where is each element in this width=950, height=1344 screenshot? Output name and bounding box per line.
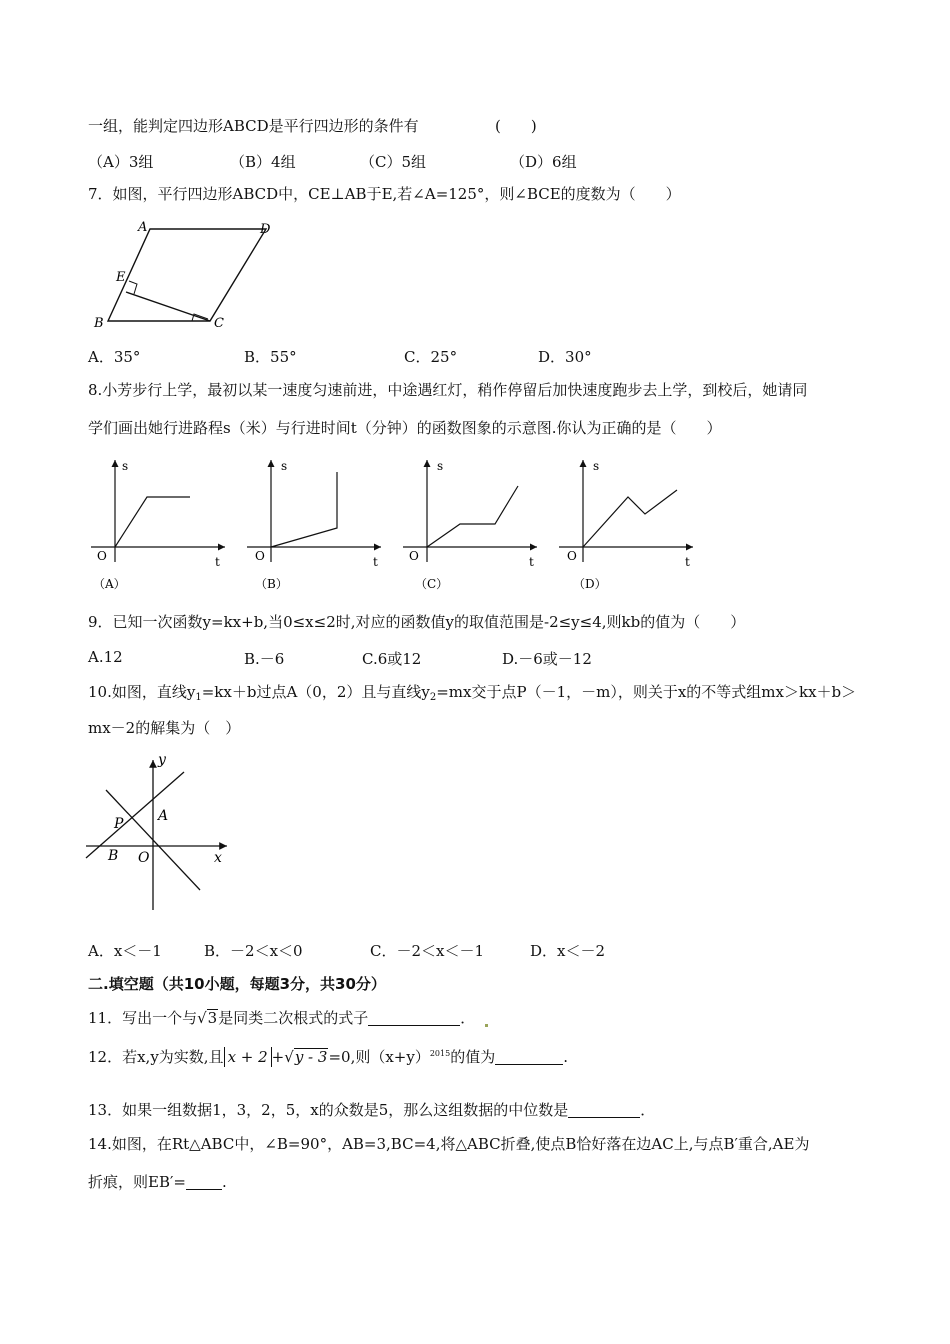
q11-end: ． (460, 1009, 476, 1027)
q12-plus: + (271, 1048, 285, 1066)
q10-option-b[interactable]: B．－2＜x＜0 (204, 942, 303, 960)
q11-part-a: 11．写出一个与 (88, 1009, 198, 1027)
q10-text-line2: mx－2的解集为（ ） (88, 719, 241, 737)
label-x: x (214, 850, 222, 866)
q10-option-d[interactable]: D．x＜－2 (530, 942, 606, 960)
decorative-dot (485, 1024, 488, 1027)
q12-part-b: ,则（x+y） (350, 1048, 430, 1066)
sqrt-sign: √ (284, 1048, 294, 1066)
graph-c-s: s (437, 459, 444, 473)
q7-option-d[interactable]: D．30° (538, 348, 592, 366)
q12-answer-blank[interactable] (495, 1050, 563, 1065)
graph-c-o: O (409, 549, 419, 563)
right-angle-mark-e (129, 281, 137, 294)
q14-text-line1: 14.如图，在Rt△ABC中，∠B=90°，AB=3,BC=4,将△ABC折叠,使点B恰好落在边AC上,与点B′重合,AE为 (88, 1135, 810, 1153)
label-a: A (158, 808, 169, 824)
graph-a-t: t (215, 555, 220, 569)
q14-end: . (221, 1173, 227, 1191)
q12-part-c: 的值为 (450, 1048, 496, 1066)
section2-heading: 二.填空题（共10小题，每题3分，共30分） (88, 975, 386, 993)
q6-option-d[interactable]: （D）6组 (510, 153, 577, 171)
label-o: O (138, 850, 150, 866)
q12-text (88, 1044, 568, 1067)
q7-option-b[interactable]: B．55° (244, 348, 297, 366)
q6-text (88, 116, 419, 136)
graph-b-caption: （B） (255, 577, 288, 591)
graph-b-t: t (373, 555, 378, 569)
q8-text-line2: 学们画出她行进路程s（米）与行进时间t（分钟）的函数图象的示意图.你认为正确的是（ ） (88, 419, 722, 437)
q12-end: . (563, 1048, 568, 1066)
q6-paren: ( ) (495, 117, 537, 135)
q10-part-b: =kx＋b过点A（0，2）且与直线y (201, 683, 430, 701)
q14-text-line2 (88, 1172, 227, 1192)
label-y: y (158, 752, 166, 768)
graph-a-curve (115, 497, 190, 547)
q14-body: 折痕，则EB′= (88, 1173, 186, 1191)
q11-answer-blank[interactable] (368, 1011, 460, 1026)
q13-text (88, 1100, 655, 1120)
q10-option-c[interactable]: C．－2＜x＜－1 (370, 942, 485, 960)
graph-b-curve (271, 472, 337, 547)
q10-part-a: 10.如图，直线y (88, 683, 196, 701)
label-a: A (138, 220, 148, 235)
q9-option-d[interactable]: D.－6或－12 (502, 650, 592, 668)
label-c: C (214, 316, 224, 331)
q9-option-b[interactable]: B.－6 (244, 650, 285, 668)
label-e: E (116, 270, 126, 285)
q9-text: 9．已知一次函数y=kx+b,当0≤x≤2时,对应的函数值y的取值范围是-2≤y≤4,则kb的值为（ ） (88, 613, 746, 631)
q12-radicand: y - 3 (294, 1048, 328, 1066)
q11-radicand: 3 (207, 1009, 218, 1027)
graph-a-o: O (97, 549, 107, 563)
graph-d[interactable] (559, 459, 693, 591)
graph-a-s: s (122, 459, 129, 473)
label-b: B (108, 848, 119, 864)
q12-exponent: 2015 (429, 1049, 451, 1058)
q13-answer-blank[interactable] (568, 1103, 640, 1118)
graph-c-curve (427, 486, 518, 547)
label-b: B (94, 316, 104, 331)
q8-graphs (85, 452, 725, 602)
graph-c-t: t (529, 555, 534, 569)
line-y1 (86, 772, 184, 858)
graph-a[interactable] (91, 459, 225, 591)
sqrt-sign: √ (197, 1009, 207, 1027)
q10-sub1: 1 (195, 692, 202, 703)
q10-option-a[interactable]: A．x＜－1 (88, 942, 162, 960)
q12-abs: x + 2 (224, 1047, 272, 1067)
parallelogram-abcd (108, 229, 266, 321)
q7-parallelogram-figure (88, 215, 288, 335)
graph-b-o: O (255, 549, 265, 563)
q14-answer-blank[interactable] (186, 1175, 222, 1190)
q7-option-c[interactable]: C．25° (404, 348, 458, 366)
q7-option-a[interactable]: A．35° (88, 348, 141, 366)
q9-option-c[interactable]: C.6或12 (362, 650, 422, 668)
q8-text-line1: 8.小芳步行上学，最初以某一速度匀速前进，中途遇红灯，稍作停留后加快速度跑步去上学，到校后，她请同 (88, 381, 808, 399)
q7-text: 7．如图，平行四边形ABCD中，CE⊥AB于E,若∠A=125°，则∠BCE的度数为（ ） (88, 185, 681, 203)
graph-a-caption: （A） (93, 577, 126, 591)
q11-text (88, 1008, 488, 1028)
q10-part-c: =mx交于点P（－1，－m），则关于x的不等式组mx＞kx＋b＞ (436, 683, 857, 701)
graph-b-s: s (281, 459, 288, 473)
q11-part-b: 是同类二次根式的式子 (218, 1009, 369, 1027)
q10-text-line1 (88, 682, 856, 708)
q13-end: ． (640, 1101, 656, 1119)
q12-eq: =0 (328, 1048, 351, 1066)
graph-d-t: t (685, 555, 690, 569)
graph-d-s: s (593, 459, 600, 473)
q13-body: 13．如果一组数据1，3，2，5，x的众数是5，那么这组数据的中位数是 (88, 1101, 569, 1119)
graph-b[interactable] (247, 459, 381, 591)
q6-tail: 一组，能判定四边形ABCD是平行四边形的条件有 (88, 117, 419, 135)
q6-option-b[interactable]: （B）4组 (230, 153, 296, 171)
segment-ce (126, 292, 210, 321)
graph-c-caption: （C） (415, 577, 449, 591)
q6-option-c[interactable]: （C）5组 (360, 153, 427, 171)
q10-sub2: 2 (429, 692, 437, 703)
graph-c[interactable] (403, 459, 537, 591)
q12-part-a: 12．若x,y为实数,且 (88, 1048, 224, 1066)
q10-coordinate-figure (82, 750, 242, 920)
label-p: P (114, 816, 124, 832)
q6-option-a[interactable]: （A）3组 (88, 153, 154, 171)
graph-d-caption: （D） (573, 577, 607, 591)
label-d: D (260, 222, 271, 237)
graph-d-curve (583, 490, 677, 547)
q9-option-a[interactable]: A.12 (88, 648, 123, 666)
graph-d-o: O (567, 549, 577, 563)
